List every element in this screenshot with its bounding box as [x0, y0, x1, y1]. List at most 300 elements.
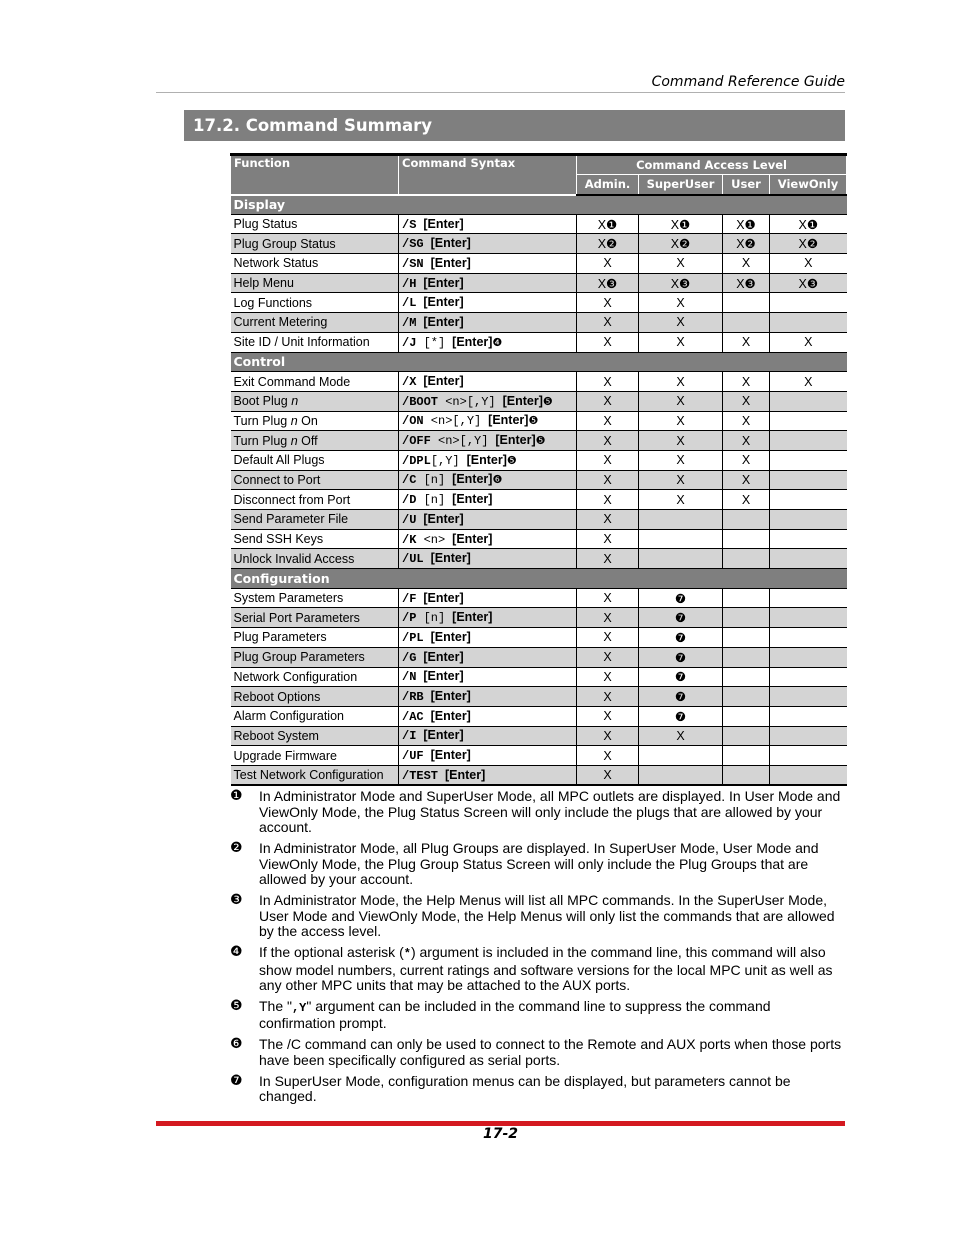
- footnote-marker: ❹: [230, 943, 243, 960]
- access-user: X: [723, 470, 770, 490]
- function-cell: [231, 372, 399, 392]
- table-row: [231, 726, 847, 746]
- command-name: /G: [402, 650, 417, 665]
- access-viewonly: [770, 293, 847, 313]
- footnote-ref: ❺: [542, 394, 553, 408]
- footnote: [230, 1074, 845, 1105]
- command-name: /M: [402, 315, 417, 330]
- command-name: /C: [402, 473, 417, 488]
- function-name: Serial Port Parameters: [233, 610, 360, 625]
- command-args: <n>[,Y]: [438, 394, 496, 409]
- function-cell: [231, 687, 399, 707]
- access-admin: X: [577, 765, 639, 785]
- access-superuser: X❷: [639, 234, 723, 254]
- access-user: [723, 588, 770, 608]
- access-superuser: [639, 510, 723, 530]
- enter-key-label: [Enter]: [452, 472, 493, 487]
- access-superuser: X: [639, 470, 723, 490]
- section-row: [231, 569, 847, 589]
- function-cell: [231, 332, 399, 352]
- function-cell: [231, 647, 399, 667]
- access-admin: X❷: [577, 234, 639, 254]
- command-name: /UF: [402, 749, 424, 764]
- access-user: X: [723, 411, 770, 431]
- command-name: /AC: [402, 709, 424, 724]
- command-name: /D: [402, 493, 417, 508]
- enter-key-label: [Enter]: [423, 728, 464, 743]
- footnote-ref: ❹: [492, 335, 503, 349]
- function-name: Help Menu: [233, 276, 294, 291]
- access-viewonly: X: [770, 332, 847, 352]
- syntax-cell: [399, 391, 577, 411]
- function-cell: [231, 450, 399, 470]
- header-user: User: [723, 175, 770, 195]
- access-user: X: [723, 391, 770, 411]
- function-name: Unlock Invalid Access: [233, 551, 355, 566]
- access-user: [723, 687, 770, 707]
- access-viewonly: [770, 667, 847, 687]
- access-superuser: [639, 765, 723, 785]
- header-rule: [156, 92, 845, 93]
- footnote-text: The /C command can only be used to connect to the Remote and AUX ports when those ports have been specifically configured as serial ports.: [259, 1036, 842, 1068]
- enter-key-label: [Enter]: [430, 255, 471, 270]
- enter-key-label: [Enter]: [502, 393, 543, 408]
- enter-key-label: [Enter]: [430, 629, 471, 644]
- command-name: /L: [402, 296, 417, 311]
- enter-key-label: [Enter]: [430, 689, 471, 704]
- footnote: [230, 893, 845, 940]
- syntax-cell: [399, 510, 577, 530]
- footnote: [230, 999, 845, 1032]
- function-cell: [231, 273, 399, 293]
- footnote-ref: ❺: [535, 434, 546, 448]
- access-viewonly: [770, 726, 847, 746]
- table-row: [231, 490, 847, 510]
- table-row: [231, 273, 847, 293]
- footnote-text-before: The ": [259, 997, 292, 1014]
- access-viewonly: X❶: [770, 214, 847, 234]
- footnote-text: [259, 999, 845, 1032]
- access-viewonly: [770, 608, 847, 628]
- footnote-text: In Administrator Mode, all Plug Groups are displayed. In SuperUser Mode, User Mode and ViewOnly Mode, the Plug Group Status Screen will only include the Plug Groups that are allowed by your account.: [259, 839, 819, 888]
- access-admin: X: [577, 254, 639, 274]
- table-row: [231, 647, 847, 667]
- function-name: Plug Group Status: [233, 236, 336, 251]
- command-name: /RB: [402, 690, 424, 705]
- access-user: X: [723, 254, 770, 274]
- table-row: [231, 549, 847, 569]
- syntax-cell: [399, 254, 577, 274]
- command-args: [n]: [416, 611, 446, 626]
- access-admin: X: [577, 431, 639, 451]
- footnote-marker: ❶: [230, 788, 243, 804]
- access-user: [723, 313, 770, 333]
- syntax-cell: [399, 765, 577, 785]
- access-user: [723, 608, 770, 628]
- footnote-text-after: " argument can be included in the command line to suppress the command confirmation prompt.: [259, 997, 771, 1032]
- syntax-cell: [399, 667, 577, 687]
- access-admin: X: [577, 313, 639, 333]
- access-admin: X❶: [577, 214, 639, 234]
- access-user: [723, 529, 770, 549]
- access-superuser: X❸: [639, 273, 723, 293]
- access-superuser: X: [639, 372, 723, 392]
- syntax-cell: [399, 490, 577, 510]
- access-user: [723, 647, 770, 667]
- access-admin: X: [577, 667, 639, 687]
- enter-key-label: [Enter]: [423, 216, 464, 231]
- access-viewonly: [770, 647, 847, 667]
- access-admin: X: [577, 510, 639, 530]
- access-viewonly: [770, 490, 847, 510]
- access-superuser: X❶: [639, 214, 723, 234]
- command-summary-table: [230, 153, 847, 786]
- access-user: X: [723, 332, 770, 352]
- access-superuser: ❼: [639, 667, 723, 687]
- access-viewonly: [770, 746, 847, 766]
- syntax-cell: [399, 687, 577, 707]
- access-admin: X: [577, 411, 639, 431]
- enter-key-label: [Enter]: [423, 590, 464, 605]
- enter-key-label: [Enter]: [488, 413, 529, 428]
- access-viewonly: [770, 529, 847, 549]
- section-label: Control: [231, 352, 847, 372]
- enter-key-label: [Enter]: [452, 610, 493, 625]
- table-row: [231, 293, 847, 313]
- access-user: [723, 765, 770, 785]
- table-row: [231, 450, 847, 470]
- function-suffix: On: [297, 413, 318, 428]
- command-args: <n>[,Y]: [430, 434, 489, 449]
- access-viewonly: [770, 431, 847, 451]
- syntax-cell: [399, 706, 577, 726]
- syntax-cell: [399, 470, 577, 490]
- access-viewonly: [770, 470, 847, 490]
- syntax-cell: [399, 372, 577, 392]
- access-superuser: [639, 746, 723, 766]
- syntax-cell: [399, 628, 577, 648]
- running-header: Command Reference Guide: [651, 74, 845, 90]
- access-superuser: X: [639, 726, 723, 746]
- table-row: [231, 667, 847, 687]
- access-superuser: ❼: [639, 706, 723, 726]
- footnote-marker: ❻: [230, 1036, 243, 1053]
- section-label: Configuration: [231, 569, 847, 589]
- footnote-marker: ❸: [230, 891, 243, 908]
- table-row: [231, 431, 847, 451]
- enter-key-label: [Enter]: [423, 275, 464, 290]
- command-args: [n]: [416, 493, 446, 508]
- function-cell: [231, 391, 399, 411]
- access-superuser: X: [639, 490, 723, 510]
- syntax-cell: [399, 313, 577, 333]
- command-name: /H: [402, 276, 417, 291]
- footnote-code: *: [403, 946, 411, 961]
- access-superuser: ❼: [639, 628, 723, 648]
- access-user: X: [723, 490, 770, 510]
- header-admin: Admin.: [577, 175, 639, 195]
- table-row: [231, 372, 847, 392]
- access-admin: X: [577, 726, 639, 746]
- command-name: /PL: [402, 630, 424, 645]
- command-name: /I: [402, 729, 417, 744]
- syntax-cell: [399, 411, 577, 431]
- command-name: /ON: [402, 414, 424, 429]
- function-name: Alarm Configuration: [233, 709, 344, 724]
- footnote-marker: ❺: [230, 997, 243, 1014]
- access-viewonly: [770, 450, 847, 470]
- syntax-cell: [399, 214, 577, 234]
- footnote-ref: ❺: [528, 414, 539, 428]
- function-cell: [231, 411, 399, 431]
- access-superuser: ❼: [639, 687, 723, 707]
- access-user: [723, 746, 770, 766]
- syntax-cell: [399, 332, 577, 352]
- access-viewonly: [770, 687, 847, 707]
- enter-key-label: [Enter]: [423, 295, 464, 310]
- function-cell: [231, 667, 399, 687]
- function-name: Default All Plugs: [233, 453, 325, 468]
- syntax-cell: [399, 234, 577, 254]
- access-superuser: [639, 529, 723, 549]
- access-admin: X: [577, 746, 639, 766]
- access-admin: X: [577, 391, 639, 411]
- footnote-marker: ❼: [230, 1072, 243, 1089]
- syntax-cell: [399, 726, 577, 746]
- access-viewonly: [770, 510, 847, 530]
- enter-key-label: [Enter]: [423, 314, 464, 329]
- function-cell: [231, 765, 399, 785]
- access-admin: X: [577, 549, 639, 569]
- access-admin: X: [577, 529, 639, 549]
- footnote-ref: ❺: [506, 453, 517, 467]
- enter-key-label: [Enter]: [495, 433, 536, 448]
- footnote-code: ,Y: [291, 1000, 307, 1015]
- function-variable: n: [290, 413, 298, 428]
- function-cell: [231, 549, 399, 569]
- footnote: [230, 841, 845, 888]
- access-user: [723, 706, 770, 726]
- syntax-cell: [399, 529, 577, 549]
- command-name: /X: [402, 375, 417, 390]
- access-admin: X: [577, 293, 639, 313]
- access-admin: X❸: [577, 273, 639, 293]
- function-cell: [231, 706, 399, 726]
- access-user: [723, 510, 770, 530]
- access-superuser: [639, 549, 723, 569]
- function-cell: [231, 431, 399, 451]
- table-row: [231, 332, 847, 352]
- footnote-text: [259, 945, 845, 994]
- command-name: /SN: [402, 256, 424, 271]
- access-superuser: X: [639, 293, 723, 313]
- command-name: /N: [402, 670, 417, 685]
- footnote: [230, 1037, 845, 1068]
- section-label: Display: [231, 195, 847, 215]
- access-admin: X: [577, 450, 639, 470]
- header-superuser: SuperUser: [639, 175, 723, 195]
- enter-key-label: [Enter]: [452, 334, 493, 349]
- function-name: Reboot System: [233, 728, 319, 743]
- table-row: [231, 529, 847, 549]
- access-viewonly: [770, 765, 847, 785]
- section-row: [231, 195, 847, 215]
- function-cell: [231, 726, 399, 746]
- access-superuser: X: [639, 450, 723, 470]
- function-name: Send Parameter File: [233, 512, 349, 527]
- syntax-cell: [399, 588, 577, 608]
- syntax-cell: [399, 450, 577, 470]
- syntax-cell: [399, 647, 577, 667]
- access-user: [723, 667, 770, 687]
- function-name: Network Status: [233, 256, 319, 271]
- footnote-text-before: If the optional asterisk (: [259, 943, 404, 960]
- command-name: /SG: [402, 237, 424, 252]
- function-name: System Parameters: [233, 591, 344, 606]
- function-variable: n: [290, 433, 298, 448]
- function-cell: [231, 254, 399, 274]
- function-cell: [231, 470, 399, 490]
- function-cell: [231, 608, 399, 628]
- access-viewonly: X❷: [770, 234, 847, 254]
- command-name: /S: [402, 217, 417, 232]
- syntax-cell: [399, 293, 577, 313]
- access-viewonly: [770, 391, 847, 411]
- enter-key-label: [Enter]: [423, 511, 464, 526]
- syntax-cell: [399, 549, 577, 569]
- section-row: [231, 352, 847, 372]
- function-name: Plug Parameters: [233, 630, 327, 645]
- syntax-cell: [399, 746, 577, 766]
- access-admin: X: [577, 470, 639, 490]
- command-args: <n>[,Y]: [423, 414, 482, 429]
- header-access-level: Command Access Level: [577, 155, 847, 175]
- header-command-syntax: Command Syntax: [399, 155, 577, 195]
- command-args: <n>: [416, 532, 446, 547]
- function-cell: [231, 588, 399, 608]
- section-title: 17.2. Command Summary: [184, 110, 845, 141]
- command-name: /UL: [402, 552, 424, 567]
- footnote-marker: ❷: [230, 839, 243, 856]
- function-name: Test Network Configuration: [233, 768, 384, 783]
- access-user: X❷: [723, 234, 770, 254]
- function-variable: n: [291, 394, 299, 409]
- header-viewonly: ViewOnly: [770, 175, 847, 195]
- access-viewonly: [770, 706, 847, 726]
- access-viewonly: [770, 588, 847, 608]
- access-viewonly: [770, 628, 847, 648]
- command-name: /K: [402, 532, 417, 547]
- access-user: [723, 726, 770, 746]
- enter-key-label: [Enter]: [430, 551, 471, 566]
- access-admin: X: [577, 608, 639, 628]
- access-superuser: ❼: [639, 647, 723, 667]
- table-row: [231, 391, 847, 411]
- function-name: Reboot Options: [233, 689, 321, 704]
- function-name: Turn Plug: [233, 433, 291, 448]
- access-user: X❶: [723, 214, 770, 234]
- function-cell: [231, 746, 399, 766]
- footnote-text: In Administrator Mode and SuperUser Mode, all MPC outlets are displayed. In User Mode and ViewOnly Mode, the Plug Status Screen will only include the plugs that are allowed by your account.: [259, 788, 841, 836]
- access-admin: X: [577, 372, 639, 392]
- command-name: /F: [402, 591, 417, 606]
- access-user: X: [723, 450, 770, 470]
- footnote: [230, 945, 845, 994]
- function-name: Upgrade Firmware: [233, 748, 338, 763]
- header-function: Function: [231, 155, 399, 195]
- function-cell: [231, 490, 399, 510]
- access-superuser: X: [639, 254, 723, 274]
- table-row: [231, 510, 847, 530]
- access-admin: X: [577, 647, 639, 667]
- access-superuser: ❼: [639, 608, 723, 628]
- command-name: /OFF: [402, 434, 431, 449]
- access-admin: X: [577, 332, 639, 352]
- footnote-text: In SuperUser Mode, configuration menus can be displayed, but parameters cannot be changed.: [259, 1072, 791, 1105]
- table-row: [231, 608, 847, 628]
- function-name: Network Configuration: [233, 669, 358, 684]
- enter-key-label: [Enter]: [430, 708, 471, 723]
- function-name: Disconnect from Port: [233, 492, 351, 507]
- table-row: [231, 687, 847, 707]
- syntax-cell: [399, 608, 577, 628]
- command-name: /J: [402, 335, 417, 350]
- command-args: [,Y]: [430, 453, 460, 468]
- footnote-text: In Administrator Mode, the Help Menus will list all MPC commands. In the SuperUser Mode, User Mode and ViewOnly Mode, the Help Menus will only list the commands that are allowed by the access level.: [259, 891, 835, 940]
- table-row: [231, 411, 847, 431]
- function-suffix: Off: [297, 433, 318, 448]
- enter-key-label: [Enter]: [430, 236, 471, 251]
- footnote: [230, 789, 845, 836]
- table-row: [231, 588, 847, 608]
- command-name: /U: [402, 512, 417, 527]
- enter-key-label: [Enter]: [423, 669, 464, 684]
- footnote-text-after: ) argument is included in the command line, this command will also show model numbers, current ratings and software versions for the local MPC unit as well as any other MPC units that may be attached to the AUX ports.: [259, 943, 833, 994]
- table-row: [231, 706, 847, 726]
- table-body: [231, 195, 847, 786]
- command-args: [n]: [416, 473, 446, 488]
- access-admin: X: [577, 628, 639, 648]
- command-args: [*]: [416, 335, 446, 350]
- access-admin: X: [577, 588, 639, 608]
- table-row: [231, 254, 847, 274]
- function-cell: [231, 234, 399, 254]
- function-name: Send SSH Keys: [233, 532, 324, 547]
- access-superuser: X: [639, 431, 723, 451]
- access-superuser: X: [639, 332, 723, 352]
- access-admin: X: [577, 490, 639, 510]
- access-admin: X: [577, 706, 639, 726]
- enter-key-label: [Enter]: [466, 452, 507, 467]
- syntax-cell: [399, 431, 577, 451]
- function-name: Exit Command Mode: [233, 374, 351, 389]
- table-row: [231, 234, 847, 254]
- function-cell: [231, 293, 399, 313]
- access-superuser: X: [639, 313, 723, 333]
- access-user: X❸: [723, 273, 770, 293]
- access-superuser: X: [639, 391, 723, 411]
- access-user: X: [723, 372, 770, 392]
- page-number: 17-2: [482, 1126, 519, 1142]
- command-name: /DPL: [402, 453, 431, 468]
- enter-key-label: [Enter]: [452, 531, 493, 546]
- function-cell: [231, 529, 399, 549]
- access-user: [723, 549, 770, 569]
- function-cell: [231, 214, 399, 234]
- command-name: /P: [402, 611, 417, 626]
- table-row: [231, 313, 847, 333]
- function-name: Turn Plug: [233, 413, 291, 428]
